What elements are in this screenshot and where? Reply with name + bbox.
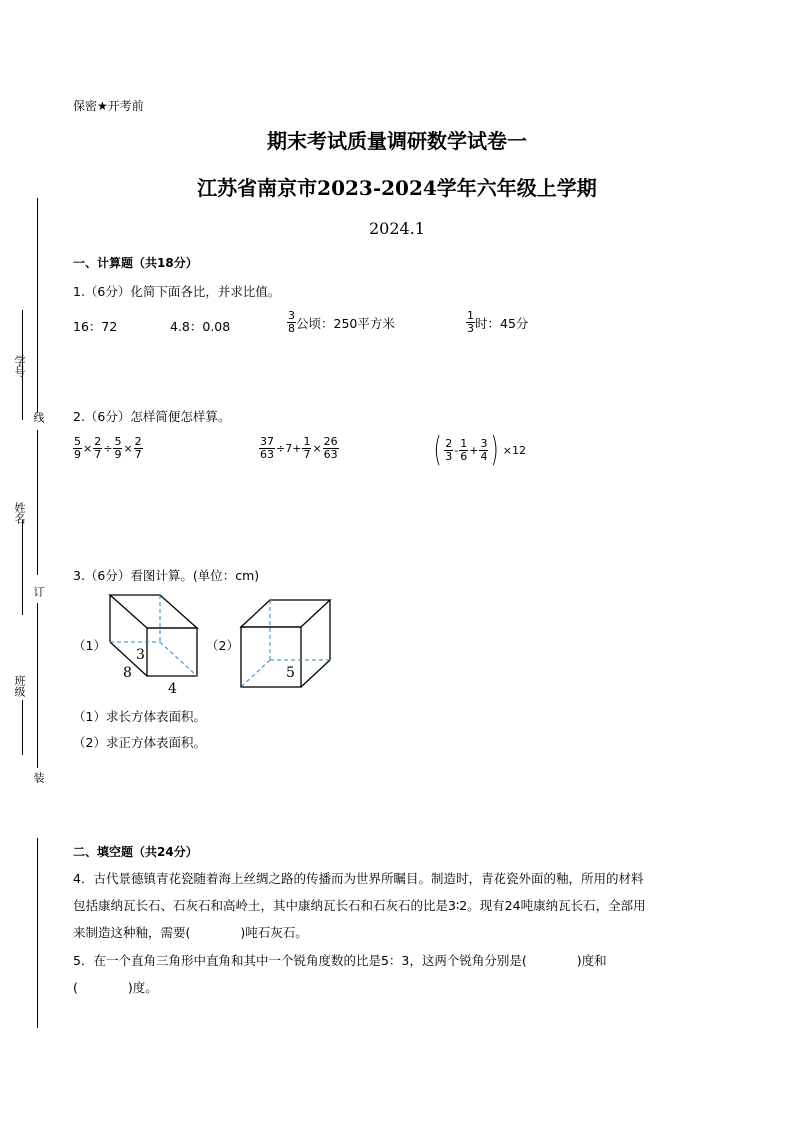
margin-line	[37, 838, 38, 1028]
confidential-note: 保密★开考前	[73, 99, 144, 113]
exam-subtitle: 江苏省南京市2023-2024学年六年级上学期	[197, 176, 597, 200]
margin-mark-bind: 装	[32, 772, 45, 783]
q1-item2: 4.8：0.08	[170, 319, 231, 334]
q1-item3: $\frac{3}{8}$ 公顷：250平方米	[288, 309, 395, 335]
q1-item4: $\frac{1}{3}$ 时：45分	[467, 309, 529, 335]
q2-expression-1: $\frac{5}{9}$ × $\frac{2}{7}$ ÷ $\frac{5}{9}$ × $\frac{2}{7}$	[74, 435, 142, 461]
cube-figure	[236, 597, 336, 692]
q2-expression-3: ( $\frac{2}{3}$ - $\frac{1}{6}$ + $\frac{3}{4}$ ) ×12	[433, 430, 526, 470]
height-label: 3	[136, 647, 145, 663]
exam-date: 2024.1	[369, 219, 425, 238]
q2-expression-2: $\frac{37}{63}$ ÷7+ $\frac{1}{7}$ × $\frac{26}{63}$	[260, 435, 338, 461]
q4-line3: 来制造这种釉，需要( )吨石灰石。	[73, 925, 308, 940]
q1-item1: 16：72	[73, 319, 118, 334]
section2-heading: 二、填空题（共24分）	[73, 845, 198, 859]
cuboid-figure	[105, 590, 210, 698]
q3-sub2: （2）求正方体表面积。	[73, 735, 206, 750]
fraction: $\frac{1}{3}$	[467, 309, 474, 335]
figure2-label: （2）	[206, 638, 239, 653]
figure1-label: （1）	[73, 638, 106, 653]
student-id-label: 学号	[13, 355, 26, 377]
margin-line	[37, 430, 38, 575]
class-label: 班级	[13, 675, 26, 697]
margin-rule	[22, 520, 23, 615]
margin-mark-staple: 订	[32, 586, 45, 597]
q3-sub1: （1）求长方体表面积。	[73, 709, 206, 724]
exam-title: 期末考试质量调研数学试卷一	[267, 129, 527, 153]
name-label: 姓名	[13, 502, 26, 524]
length-label: 4	[168, 681, 177, 697]
q4-line1: 4．古代景德镇青花瓷随着海上丝绸之路的传播而为世界所瞩目。制造时，青花瓷外面的釉，所用的材料	[73, 871, 644, 886]
q5-line2: ( )度。	[73, 980, 158, 995]
q4-line2: 包括康纳瓦长石、石灰石和高岭土，其中康纳瓦长石和石灰石的比是3∶2。现有24吨康纳瓦长石，全部用	[73, 898, 646, 913]
q1-stem: 1.（6分）化简下面各比，并求比值。	[73, 284, 281, 299]
q2-stem: 2.（6分）怎样简便怎样算。	[73, 409, 231, 424]
q3-stem: 3.（6分）看图计算。(单位：cm)	[73, 568, 260, 583]
margin-mark-line: 线	[32, 412, 45, 423]
fraction: $\frac{3}{8}$	[288, 309, 295, 335]
section1-heading: 一、计算题（共18分）	[73, 256, 198, 270]
q5-line1: 5．在一个直角三角形中直角和其中一个锐角度数的比是5：3，这两个锐角分别是( )度和	[73, 953, 607, 968]
width-label: 8	[123, 665, 132, 681]
edge-label: 5	[286, 665, 295, 681]
margin-line	[37, 603, 38, 768]
margin-rule	[22, 700, 23, 755]
